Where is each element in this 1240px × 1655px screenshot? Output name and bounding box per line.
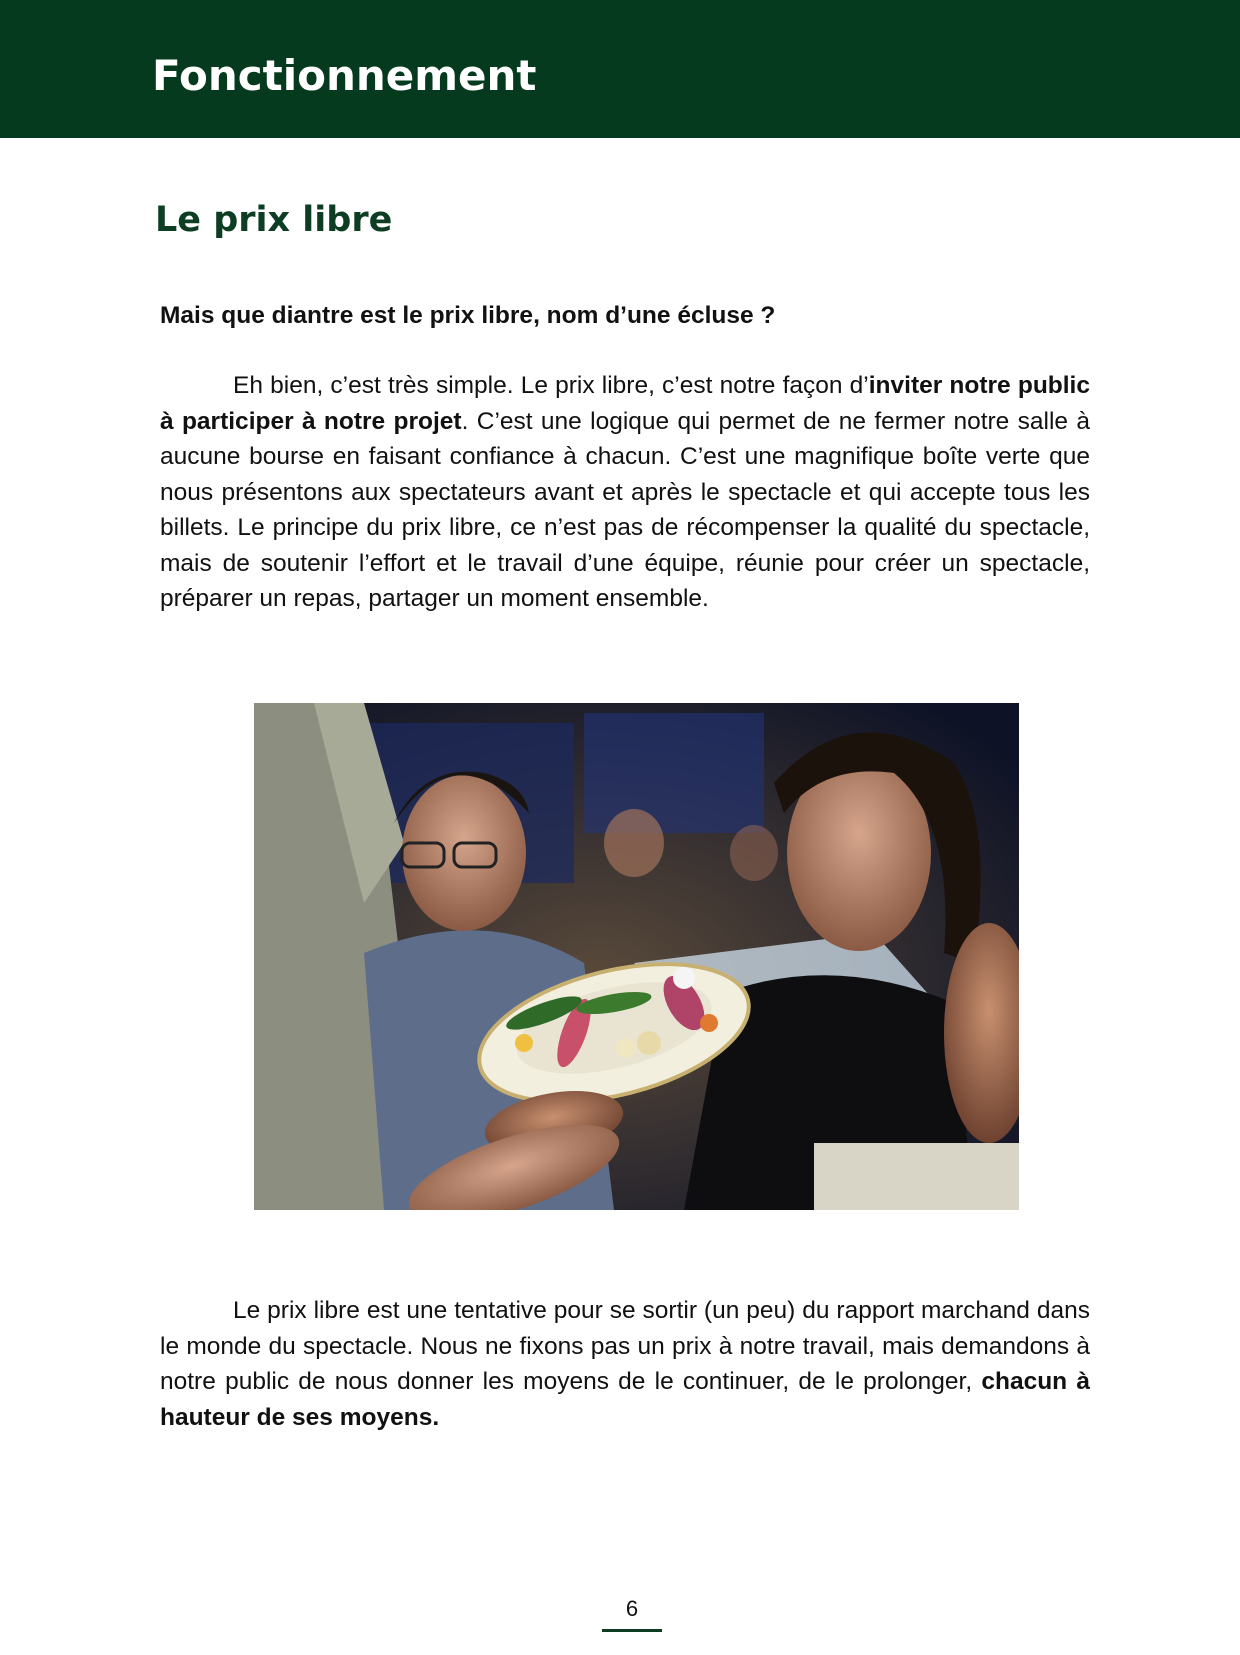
paragraph-conclusion-bold: chacun à hauteur de ses moyens. (160, 1368, 1090, 1431)
page-number-underline (602, 1629, 662, 1632)
page-number: 6 (625, 1596, 639, 1621)
paragraph-intro (160, 368, 1090, 617)
page-header (0, 0, 1240, 138)
dinner-photo (254, 703, 1019, 1210)
paragraph-intro-text-2: . C’est une logique qui permet de ne fermer notre salle à aucune bourse en faisant confiance à chacun. C’est une magnifique boîte verte que nous présentons aux spectateurs avant et après le spectacle et qui accepte tous les billets. Le principe du prix libre, ce n’est pas de récompenser la qualité du spectacle, mais de soutenir l’effort et le travail d’une équipe, réunie pour créer un spectacle, préparer un repas, partager un moment ensemble. (160, 407, 1091, 612)
header-title: Fonctionnement (152, 51, 537, 100)
section-title: Le prix libre (155, 200, 393, 240)
paragraph-conclusion (160, 1293, 1090, 1435)
paragraph-intro-bold: inviter notre public à participer à notre projet (160, 372, 1090, 435)
paragraph-conclusion-text: Le prix libre est une tentative pour se sortir (un peu) du rapport marchand dans le monde du spectacle. Nous ne fixons pas un prix à notre travail, mais demandons à notre public de nous donner les moyens de le continuer, de le prolonger, (160, 1297, 1090, 1395)
paragraph-intro-text-1: Eh bien, c’est très simple. Le prix libre, c’est notre façon d’ (233, 372, 869, 399)
question-heading: Mais que diantre est le prix libre, nom d’une écluse ? (160, 302, 776, 329)
